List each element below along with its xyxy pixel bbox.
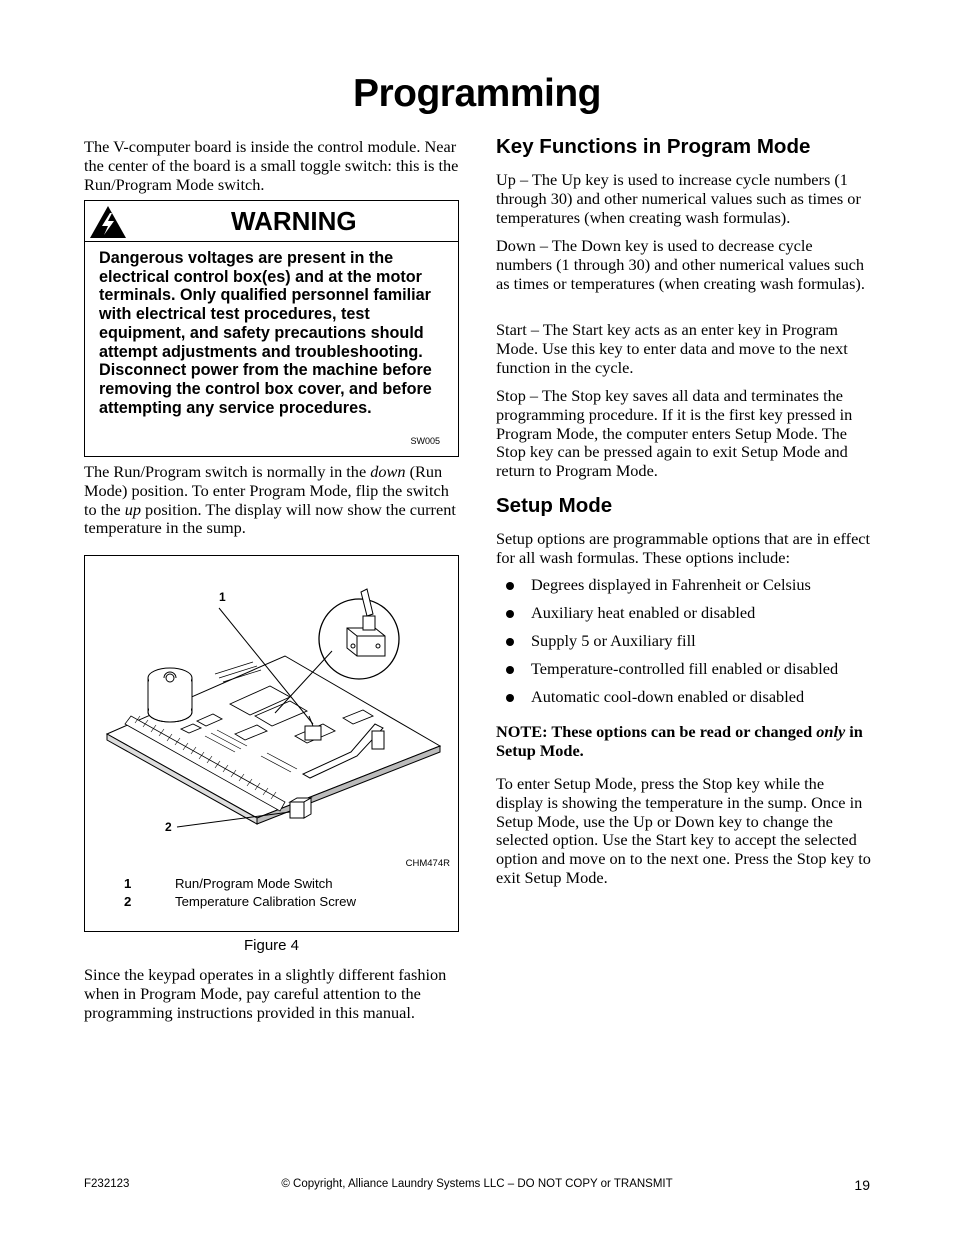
figure-code: CHM474R [405,858,450,869]
key-functions-heading: Key Functions in Program Mode [496,135,811,158]
up-key-paragraph: Up – The Up key is used to increase cycle numbers (1 through 30) and other numerical values such as times or temperatures (when creating wash formulas). [496,170,861,227]
callout-legend-num-2: 2 [124,894,132,909]
callout-marker-2: 2 [165,820,172,834]
run-text-3: position. The display will now show the current temperature in the sump. [84,499,456,538]
enter-setup-paragraph: To enter Setup Mode, press the Stop key while the display is showing the temperature in the sump. Once in Setup Mode, use the Up or Down key to change the selected option. Use the Start key to accept the selected option and move on to the next one. Press the Stop key to exit Setup Mode. [496,774,871,887]
callout-legend-row-2 [85,894,458,912]
list-item-text: Automatic cool-down enabled or disabled [531,687,805,707]
list-item [506,576,876,595]
figure-box [84,555,459,932]
callout-marker-1: 1 [219,590,226,604]
list-item [506,604,876,623]
list-item-text: Auxiliary heat enabled or disabled [531,603,756,623]
warning-text: Dangerous voltages are present in the electrical control box(es) and at the motor terminals. Only qualified personnel familiar with electrical test procedures, test equipment, and safety precautions should attempt adjustments and troubleshooting. Disconnect power from the machine before removing the control box cover, and before attempting any service procedures. [99,249,432,417]
note-text-2: in Setup Mode. [496,722,863,760]
list-item-text: Temperature-controlled fill enabled or disabled [531,659,839,679]
warning-code: SW005 [410,436,440,446]
callout-legend-num-1: 1 [124,876,132,891]
setup-intro-paragraph: Setup options are programmable options that are in effect for all wash formulas. These options include: [496,529,871,567]
run-em-down: down [370,462,406,481]
bullet-icon [506,638,514,646]
start-key-paragraph: Start – The Start key acts as an enter key in Program Mode. Use this key to enter data and move to the next function in the cycle. [496,320,848,377]
callout-legend-label-2: Temperature Calibration Screw [175,894,357,909]
intro-paragraph: The V-computer board is inside the control module. Near the center of the board is a small toggle switch: this is the Run/Program Mode switch. [84,137,459,194]
note-em-only: only [816,722,846,741]
list-item [506,660,876,679]
bullet-icon [506,610,514,618]
list-item [506,632,876,651]
run-program-paragraph [84,463,459,538]
run-text-2: (Run Mode) position. To enter Program Mode, flip the switch to the [84,462,449,519]
bullet-icon [506,582,514,590]
note-text-1: NOTE: These options can be read or changed [496,722,817,741]
stop-key-paragraph: Stop – The Stop key saves all data and terminates the programming procedure. If it is the first key pressed in Program Mode, the computer enters Setup Mode. The Stop key can be pressed again to exit Setup Mode and return to Program Mode. [496,386,853,481]
run-text-1: The Run/Program switch is normally in the [84,462,371,481]
figure-caption: Figure 4 [243,937,300,954]
footer-page-number: 19 [854,1177,870,1193]
footer-copyright: © Copyright, Alliance Laundry Systems LLC – DO NOT COPY or TRANSMIT [281,1178,673,1190]
warning-box [84,200,459,457]
callout-legend-row-1 [85,876,458,894]
bullet-icon [506,694,514,702]
keypad-paragraph: Since the keypad operates in a slightly different fashion when in Program Mode, pay careful attention to the programming instructions provided in this manual. [84,965,447,1022]
list-item-text: Degrees displayed in Fahrenheit or Celsius [531,575,811,594]
warning-header [85,201,458,242]
footer-doc-number: F232123 [84,1178,130,1190]
setup-options-list [506,576,876,716]
bullet-icon [506,666,514,674]
list-item [506,688,876,707]
page-title: Programming [352,72,602,115]
setup-note [496,723,871,761]
down-key-paragraph: Down – The Down key is used to decrease cycle numbers (1 through 30) and other numerical values such as times or temperatures (when creating wash formulas). [496,236,865,293]
list-item-text: Supply 5 or Auxiliary fill [531,631,696,651]
warning-title: WARNING [231,206,357,236]
run-em-up: up [124,499,141,519]
setup-mode-heading: Setup Mode [496,494,613,517]
callout-legend-label-1: Run/Program Mode Switch [175,876,333,891]
control-board-illustration [85,556,458,876]
high-voltage-warning-icon [89,205,127,239]
